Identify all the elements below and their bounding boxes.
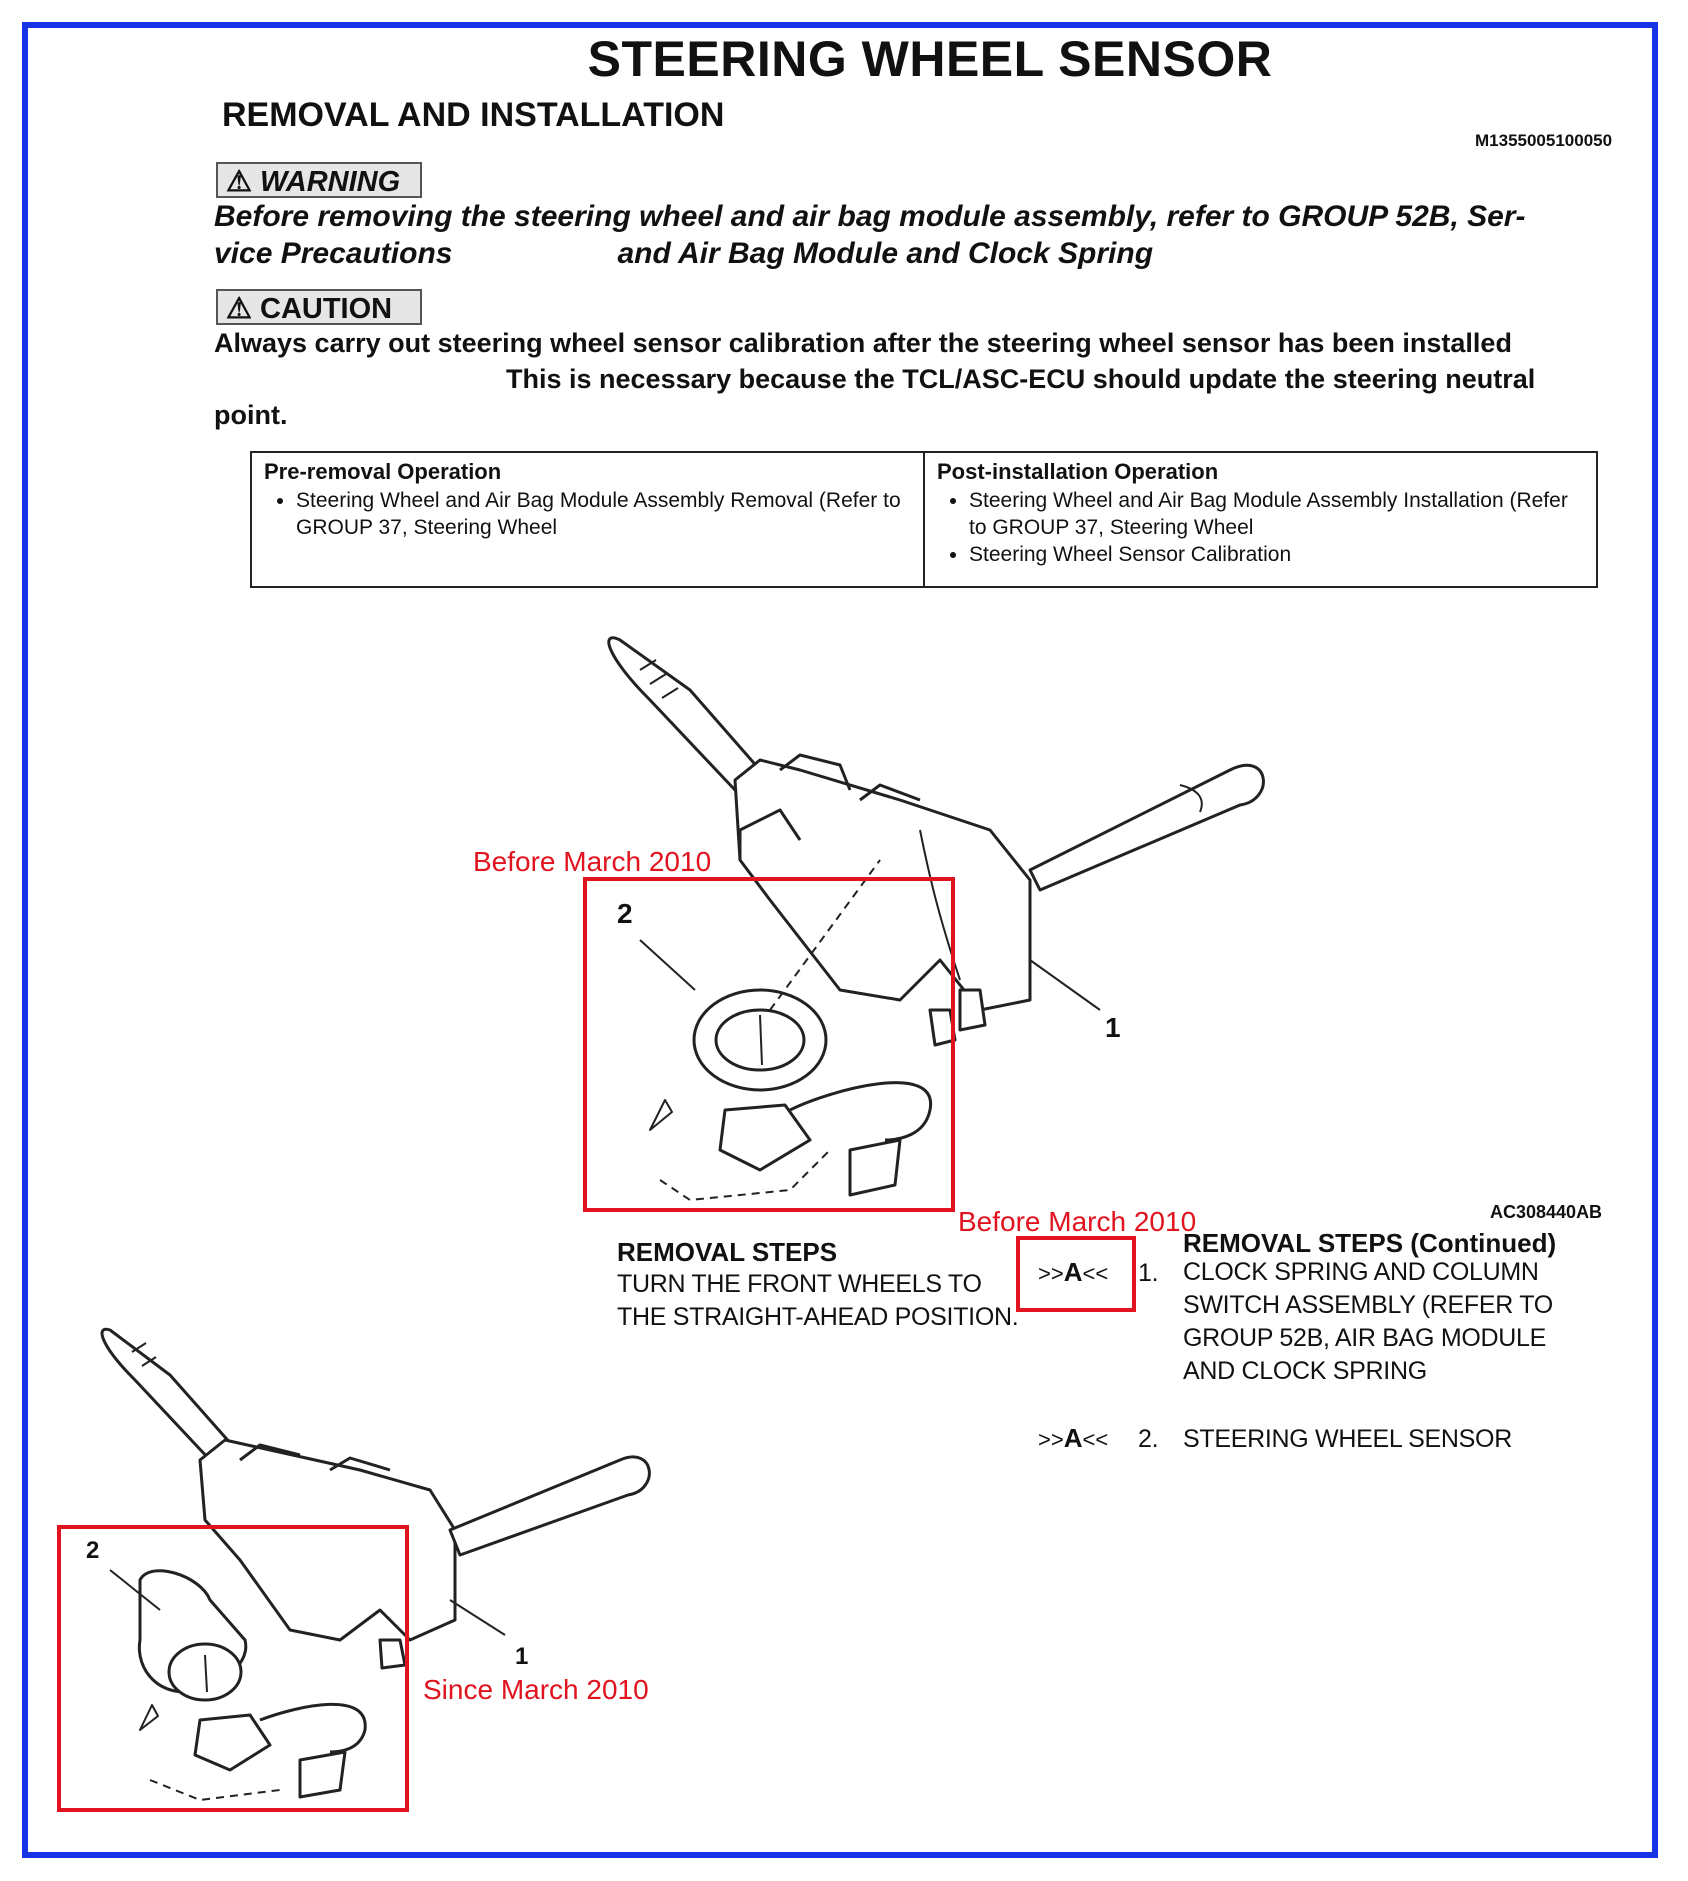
before-march-2010-highlight-box [583,877,955,1212]
caution-line-1: Always carry out steering wheel sensor calibration after the steering wheel sensor has been installed [214,328,1512,358]
step2-marker-letter: A [1063,1423,1083,1453]
callout-1-bottom: 1 [515,1643,529,1670]
step1-line: GROUP 52B, AIR BAG MODULE [1183,1324,1546,1352]
step1-line: CLOCK SPRING AND COLUMN [1183,1258,1539,1286]
warning-triangle-icon: ⚠ [226,166,252,198]
figure-code: AC308440AB [1490,1202,1603,1222]
warning-badge-label: WARNING [260,166,401,198]
label-before-march-2010-mid: Before March 2010 [958,1206,1197,1237]
step1-marker [1038,1257,1108,1288]
caution-line-2: This is necessary because the TCL/ASC-ECU should update the steering neutral [506,364,1536,394]
step2-text: STEERING WHEEL SENSOR [1183,1425,1512,1453]
warning-line-1: Before removing the steering wheel and air bag module assembly, refer to GROUP 52B, Ser- [214,200,1526,233]
step1-marker-prefix: >> [1038,1261,1064,1286]
callout-1-top: 1 [1105,1012,1121,1043]
section-subtitle: REMOVAL AND INSTALLATION [222,96,725,134]
step2-marker [1038,1423,1108,1454]
page-title: STEERING WHEEL SENSOR [587,31,1273,87]
callout-2-bottom: 2 [86,1537,100,1564]
caution-line-3: point. [214,400,288,430]
removal-steps-heading: REMOVAL STEPS [617,1237,838,1267]
since-march-2010-highlight-box [57,1525,409,1812]
document-id: M1355005100050 [1475,131,1613,150]
step1-text [1183,1256,1553,1388]
step1-marker-letter: A [1063,1257,1083,1287]
step1-line: AND CLOCK SPRING [1183,1357,1427,1385]
caution-badge-label: CAUTION [260,293,393,325]
label-since-march-2010: Since March 2010 [423,1674,649,1705]
step1-number: 1. [1138,1259,1159,1287]
removal-steps [617,1237,1018,1334]
warning-line-2a: vice Precautions [214,237,453,270]
post-installation-item: • Steering Wheel Sensor Calibration [969,541,1584,568]
caution-triangle-icon: ⚠ [226,293,252,325]
step2-marker-prefix: >> [1038,1427,1064,1452]
pre-removal-title: Pre-removal Operation [264,459,502,484]
step1-marker-suffix: << [1082,1261,1109,1286]
warning-line-2b: and Air Bag Module and Clock Spring [617,237,1154,270]
step2-marker-suffix: << [1082,1427,1109,1452]
removal-steps-line-2: THE STRAIGHT-AHEAD POSITION. [617,1303,1019,1331]
removal-steps-continued-heading: REMOVAL STEPS (Continued) [1183,1228,1557,1258]
pre-removal-item: • Steering Wheel and Air Bag Module Assembly Removal (Refer to GROUP 37, Steering Wheel [296,487,911,541]
post-installation-title: Post-installation Operation [937,459,1219,484]
callout-2-top: 2 [617,898,633,929]
removal-steps-line-1: TURN THE FRONT WHEELS TO [617,1270,982,1298]
label-before-march-2010-top: Before March 2010 [473,846,712,877]
step2-number: 2. [1138,1425,1159,1453]
step1-line: SWITCH ASSEMBLY (REFER TO [1183,1291,1553,1319]
post-installation-item: • Steering Wheel and Air Bag Module Assembly Installation (Refer to GROUP 37, Steering Wheel [969,487,1584,541]
